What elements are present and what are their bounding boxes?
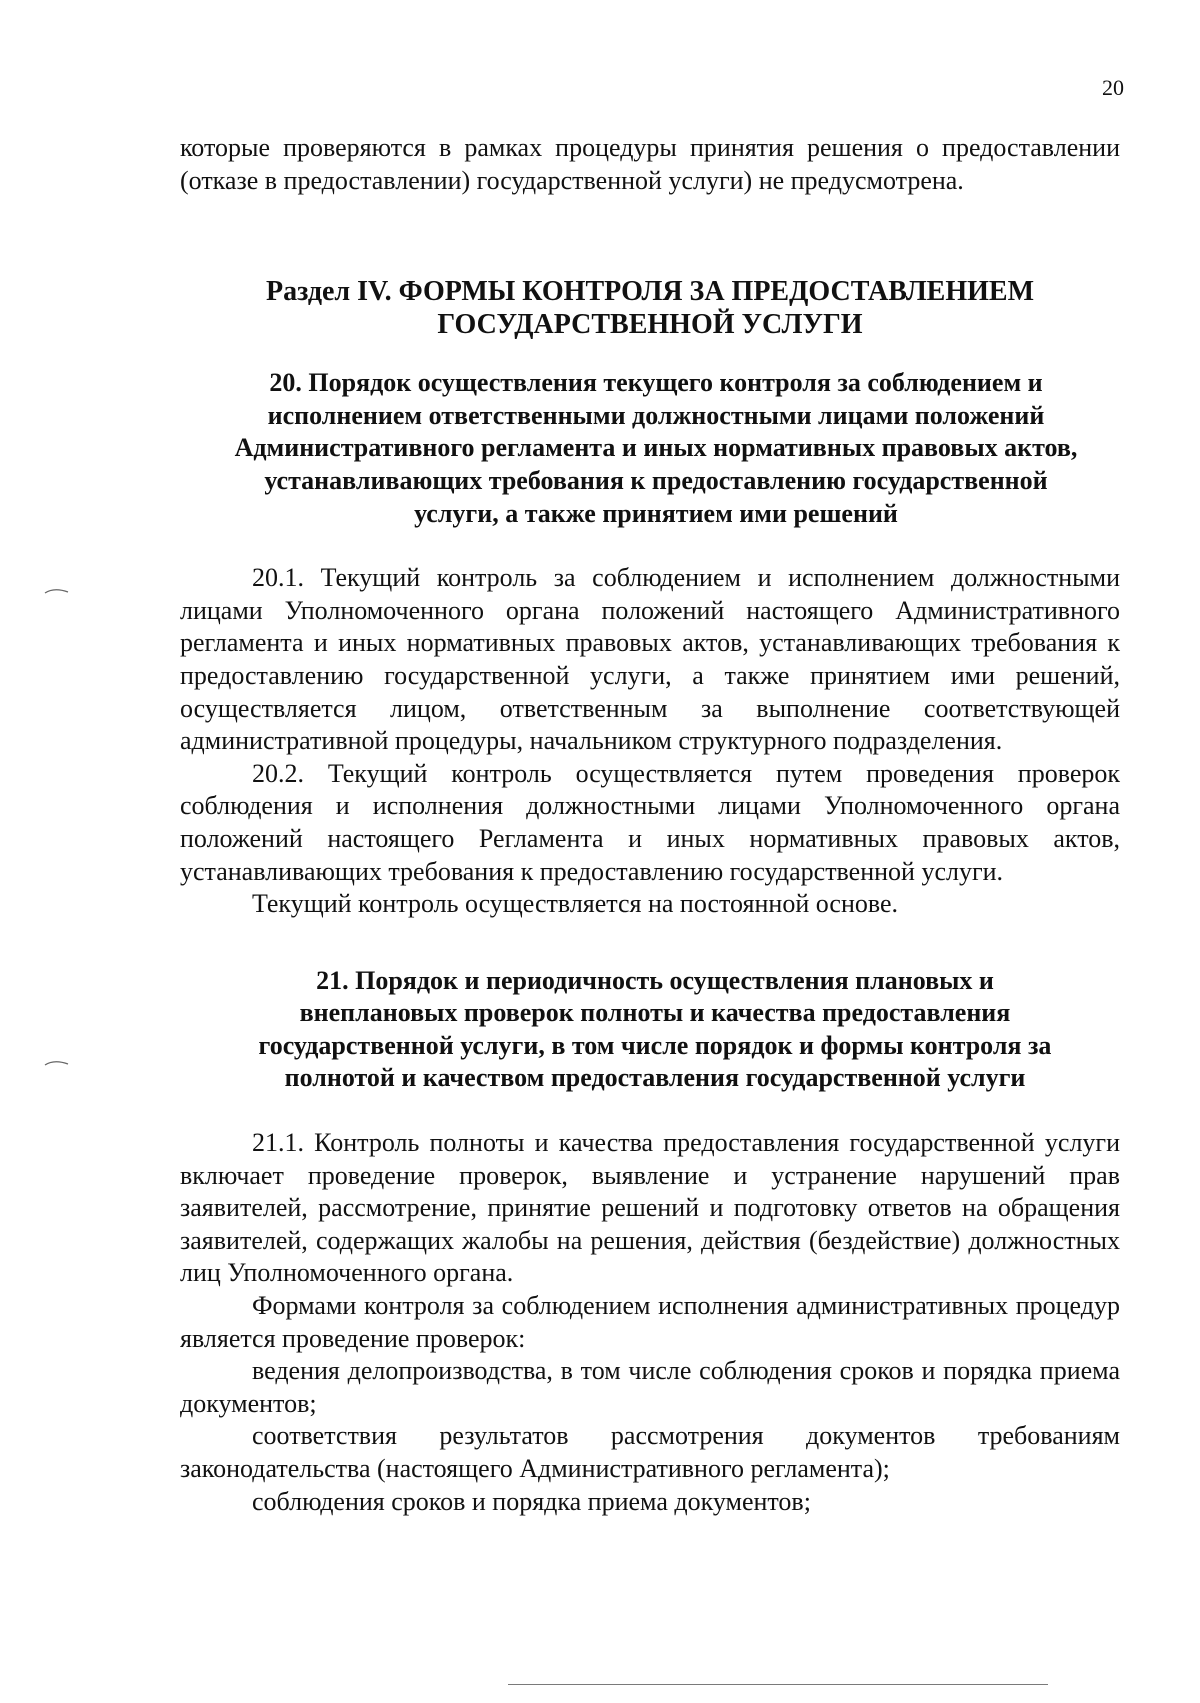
paragraph-21-1: 21.1. Контроль полноты и качества предоставления государственной услуги включает проведение проверок, выявление и устранение нарушений прав заявителей, рассмотрение, принятие решений и подготовку ответов на обращения заявителей, содержащих жалобы на решения, действия (бездействие) должностных лиц Уполномоченного органа.: [180, 1128, 1120, 1288]
heading-line: полнотой и качеством предоставления государственной услуги: [284, 1063, 1026, 1093]
heading-line: Административного регламента и иных нормативных правовых актов,: [234, 433, 1078, 463]
paragraph-20-1: 20.1. Текущий контроль за соблюдением и исполнением должностными лицами Уполномоченного органа положений настоящего Административного регламента и иных нормативных правовых актов, устанавливающих требования к предоставлению государственной услуги, а также принятием ими решений, осуществляется лицом, ответственным за выполнение соответствующей административной процедуры, начальником структурного подразделения.: [180, 563, 1120, 756]
footer-rule: [508, 1684, 1048, 1685]
paragraph-control-forms: Формами контроля за соблюдением исполнения административных процедур является проведение проверок:: [180, 1291, 1120, 1353]
page-number: 20: [1102, 75, 1124, 100]
list-item-record-keeping: ведения делопроизводства, в том числе соблюдения сроков и порядка приема документов;: [180, 1356, 1120, 1418]
subsection-heading-21: [180, 965, 1120, 1095]
heading-line: 21. Порядок и периодичность осуществления плановых и: [316, 965, 994, 995]
heading-line: внеплановых проверок полноты и качества предоставления: [299, 998, 1011, 1028]
scan-edge-mark: [44, 586, 70, 594]
section-title-line: Раздел IV. ФОРМЫ КОНТРОЛЯ ЗА ПРЕДОСТАВЛЕНИЕМ: [265, 276, 1035, 308]
heading-line: исполнением ответственными должностными лицами положений: [267, 400, 1045, 430]
heading-line: 20. Порядок осуществления текущего контроля за соблюдением и: [269, 368, 1043, 398]
paragraph-20-2: 20.2. Текущий контроль осуществляется путем проведения проверок соблюдения и исполнения должностными лицами Уполномоченного органа положений настоящего Регламента и иных нормативных правовых актов, устанавливающих требования к предоставлению государственной услуги.: [180, 758, 1120, 886]
heading-line: устанавливающих требования к предоставлению государственной: [264, 465, 1048, 495]
document-body: [180, 132, 1120, 1518]
subsection-heading-20: [180, 367, 1120, 530]
intro-paragraph: которые проверяются в рамках процедуры принятия решения о предоставлении (отказе в предоставлении) государственной услуги) не предусмотрена.: [180, 133, 1120, 195]
scan-edge-mark: [44, 1058, 70, 1066]
heading-line: государственной услуги, в том числе порядок и формы контроля за: [258, 1030, 1052, 1060]
paragraph-20-note: Текущий контроль осуществляется на постоянной основе.: [252, 889, 899, 919]
heading-line: услуги, а также принятием ими решений: [414, 498, 898, 528]
list-item-deadlines: соблюдения сроков и порядка приема документов;: [252, 1486, 811, 1516]
section-title-line: ГОСУДАРСТВЕННОЙ УСЛУГИ: [437, 309, 863, 341]
section-title: [180, 275, 1120, 341]
list-item-compliance: соответствия результатов рассмотрения документов требованиям законодательства (настоящего Административного регламента);: [180, 1421, 1120, 1483]
